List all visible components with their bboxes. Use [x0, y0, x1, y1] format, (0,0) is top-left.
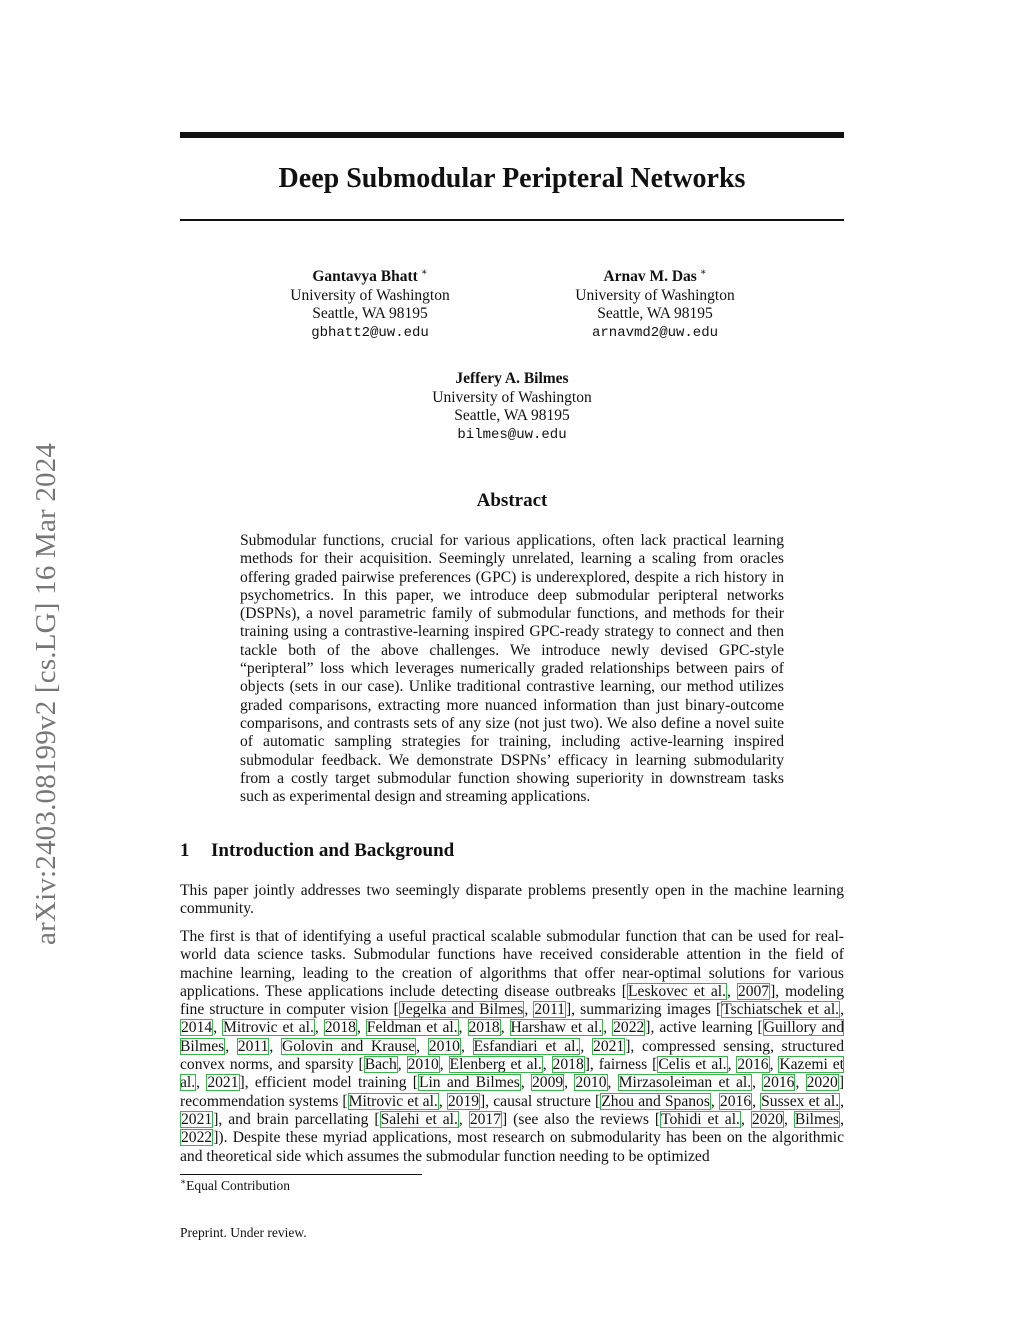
citation-link[interactable]: 2010 — [575, 1074, 607, 1092]
author-email[interactable]: bilmes@uw.edu — [457, 426, 567, 443]
equal-contribution-mark: ∗ — [699, 266, 707, 278]
paragraph-text: , — [542, 1056, 552, 1074]
citation-link[interactable]: 2010 — [428, 1037, 460, 1055]
author-block — [230, 268, 510, 342]
paragraph-text: , — [769, 1056, 779, 1074]
citation-link[interactable]: 2016 — [737, 1056, 769, 1074]
paragraph-text: , — [603, 1019, 613, 1037]
paragraph-text: , — [564, 1074, 575, 1092]
paragraph-text: , — [356, 1019, 366, 1037]
citation-link[interactable]: 2010 — [407, 1056, 439, 1074]
citation-link[interactable]: Sussex et al. — [761, 1092, 840, 1110]
paragraph-text: ], and brain parcellating [ — [213, 1110, 380, 1128]
citation-link[interactable]: Harshaw et al. — [510, 1019, 603, 1037]
citation-link[interactable]: 2021 — [207, 1074, 239, 1092]
citation-link[interactable]: Mitrovic et al. — [223, 1019, 314, 1037]
paragraph-text: ], fairness [ — [584, 1056, 658, 1074]
author-name-line — [372, 370, 652, 389]
paragraph-text: , — [458, 1019, 468, 1037]
paragraph-text: , — [213, 1019, 223, 1037]
author-email[interactable]: arnavmd2@uw.edu — [591, 324, 719, 341]
citation-link[interactable]: Zhou and Spanos — [601, 1092, 710, 1110]
intro-paragraph: This paper jointly addresses two seemingly disparate problems presently open in the machine learning community. — [180, 882, 844, 918]
intro-paragraph-citations — [180, 928, 844, 1166]
paragraph-text: , — [196, 1074, 207, 1092]
paragraph-text: ], efficient model training [ — [239, 1074, 418, 1092]
paragraph-text: ] (see also the reviews [ — [502, 1110, 661, 1128]
paragraph-text: , — [840, 1001, 844, 1019]
preprint-footer: Preprint. Under review. — [180, 1225, 307, 1240]
arxiv-identifier: arXiv:2403.08199v2 [cs.LG] 16 Mar 2024 — [30, 442, 62, 945]
citation-link[interactable]: 2007 — [737, 982, 770, 1000]
paragraph-text: ], compressed sensing, structured convex norms, and sparsity [ — [180, 1037, 845, 1074]
citation-link[interactable]: 2019 — [447, 1092, 480, 1110]
paragraph-text: ] recommendation systems [ — [180, 1074, 845, 1110]
paragraph-text: , — [727, 982, 737, 1000]
citation-link[interactable]: Feldman et al. — [366, 1019, 458, 1037]
paragraph-text: , — [458, 1110, 469, 1128]
citation-link[interactable]: Leskovec et al. — [628, 982, 727, 1000]
paragraph-text: , — [397, 1056, 407, 1074]
equal-contribution-mark: ∗ — [420, 266, 428, 278]
paragraph-text: , — [710, 1092, 719, 1110]
citation-link[interactable]: Lin and Bilmes — [418, 1074, 520, 1092]
author-address: Seattle, WA 98195 — [454, 407, 570, 424]
citation-link[interactable]: 2018 — [552, 1056, 584, 1074]
author-name: Jeffery A. Bilmes — [455, 370, 569, 387]
paragraph-text: , — [314, 1019, 324, 1037]
citation-link[interactable]: 2009 — [531, 1074, 564, 1092]
paragraph-text: , — [784, 1110, 794, 1128]
author-email[interactable]: gbhatt2@uw.edu — [311, 324, 429, 341]
paragraph-text: , — [580, 1037, 593, 1055]
citation-link[interactable]: Golovin and Krause — [281, 1037, 416, 1055]
paragraph-text: , — [438, 1092, 447, 1110]
paragraph-text: ], modeling fine structure in computer vision [ — [180, 982, 845, 1019]
citation-link[interactable]: Celis et al. — [658, 1056, 727, 1074]
citation-link[interactable]: Salehi et al. — [380, 1110, 458, 1128]
footnote — [180, 1178, 290, 1194]
citation-link[interactable]: 2021 — [181, 1110, 213, 1128]
author-address: Seattle, WA 98195 — [312, 305, 428, 322]
paragraph-text: , — [460, 1037, 473, 1055]
paragraph-text: , — [795, 1074, 806, 1092]
citation-link[interactable]: 2022 — [181, 1129, 213, 1147]
paragraph-text: , — [740, 1110, 751, 1128]
citation-link[interactable]: 2016 — [719, 1092, 752, 1110]
citation-link[interactable]: 2022 — [613, 1019, 645, 1037]
citation-link[interactable]: 2018 — [324, 1019, 356, 1037]
citation-link[interactable]: Tschiatschek et al. — [722, 1001, 840, 1019]
paragraph-text: , — [269, 1037, 281, 1055]
citation-link[interactable]: Bach — [364, 1056, 397, 1074]
paragraph-text: ], active learning [ — [645, 1019, 763, 1037]
author-block — [372, 370, 652, 444]
section-title: Introduction and Background — [211, 840, 455, 861]
footnote-rule — [180, 1174, 422, 1175]
author-address: Seattle, WA 98195 — [597, 305, 713, 322]
citation-link[interactable]: Bilmes — [794, 1110, 840, 1128]
citation-link[interactable]: 2017 — [469, 1110, 501, 1128]
author-affiliation: University of Washington — [432, 388, 592, 406]
citation-link[interactable]: 2016 — [763, 1074, 795, 1092]
paragraph-text: ], causal structure [ — [480, 1092, 601, 1110]
footnote-text: Equal Contribution — [186, 1178, 290, 1193]
citation-link[interactable]: 2011 — [534, 1001, 565, 1019]
citation-link[interactable]: Kazemi et al. — [180, 1056, 844, 1092]
citation-link[interactable]: Jegelka and Bilmes — [399, 1001, 524, 1019]
title-top-rule — [180, 132, 844, 138]
paragraph-text: , — [840, 1092, 844, 1110]
citation-link[interactable]: 2014 — [181, 1019, 213, 1037]
paragraph-text: , — [752, 1092, 761, 1110]
citation-link[interactable]: Tohidi et al. — [661, 1110, 740, 1128]
paper-title: Deep Submodular Peripteral Networks — [278, 163, 746, 194]
footnote-mark: ∗ — [180, 1176, 187, 1187]
author-name: Gantavya Bhatt — [312, 268, 418, 285]
author-affiliation: University of Washington — [290, 286, 450, 304]
paragraph-text: , — [520, 1074, 531, 1092]
paragraph-text: , — [752, 1074, 763, 1092]
citation-link[interactable]: Mirzasoleiman et al. — [618, 1074, 752, 1092]
paragraph-text: , — [727, 1056, 737, 1074]
citation-link[interactable]: Esfandiari et al. — [473, 1037, 580, 1055]
paragraph-text: , — [524, 1001, 534, 1019]
author-affiliation: University of Washington — [575, 286, 735, 304]
paragraph-text: ]). Despite these myriad applications, most research on submodularity has been on the algorithmic and theoretical side which assumes the submodular function needing to be optimized — [180, 1129, 844, 1165]
paragraph-text: The first is that of identifying a useful practical scalable submodular function that can be used for real-world data science tasks. Submodular functions have received considerable attention in the field of machine learning, leading to the creation of algorithms that offer near-optimal solutions for various applications. These applications include detecting disease outbreaks [ — [180, 928, 844, 1000]
paragraph-text: , — [225, 1037, 237, 1055]
paragraph-text: , — [500, 1019, 510, 1037]
author-block — [515, 268, 795, 342]
paragraph-text: , — [840, 1110, 845, 1128]
section-number: 1 — [180, 840, 190, 861]
citation-link[interactable]: 2020 — [751, 1110, 784, 1128]
citation-link[interactable]: Mitrovic et al. — [348, 1092, 438, 1110]
title-bottom-rule — [180, 219, 844, 221]
citation-link[interactable]: 2018 — [468, 1019, 500, 1037]
section-heading — [180, 840, 454, 862]
citation-link[interactable]: 2021 — [593, 1037, 625, 1055]
author-name-line — [515, 268, 795, 287]
paragraph-text: , — [416, 1037, 428, 1055]
paragraph-text: ], summarizing images [ — [565, 1001, 722, 1019]
abstract-text: Submodular functions, crucial for various applications, often lack practical learning methods for their acquisition. Seemingly unrelated, learning a scaling from oracles offering graded pairwise preferences (GPC) is underexplored, despite a rich history in psychometrics. In this paper, we introduce deep submodular peripteral networks (DSPNs), a novel parametric family of submodular functions, and methods for their training using a contrastive-learning inspired GPC-ready strategy to connect and then tackle both of the above challenges. We introduce newly devised GPC-style “peripteral” loss which leverages numerically graded relationships between pairs of objects (sets in our case). Unlike traditional contrastive learning, our method utilizes graded comparisons, extracting more nuanced information than just binary-outcome comparisons, and contrasts sets of any size (not just two). We also define a novel suite of automatic sampling strategies for training, including active-learning inspired submodular feedback. We demonstrate DSPNs’ efficacy in learning submodularity from a costly target submodular function showing superiority in downstream tasks such as experimental design and streaming applications. — [240, 532, 784, 806]
author-name-line — [230, 268, 510, 287]
paragraph-text: , — [607, 1074, 618, 1092]
abstract-heading: Abstract — [476, 490, 548, 511]
citation-link[interactable]: 2011 — [237, 1037, 269, 1055]
author-name: Arnav M. Das — [603, 268, 697, 285]
paragraph-text: , — [439, 1056, 449, 1074]
citation-link[interactable]: 2020 — [806, 1074, 838, 1092]
citation-link[interactable]: Elenberg et al. — [449, 1056, 542, 1074]
citation-link[interactable]: Guillory and Bilmes — [180, 1019, 845, 1055]
